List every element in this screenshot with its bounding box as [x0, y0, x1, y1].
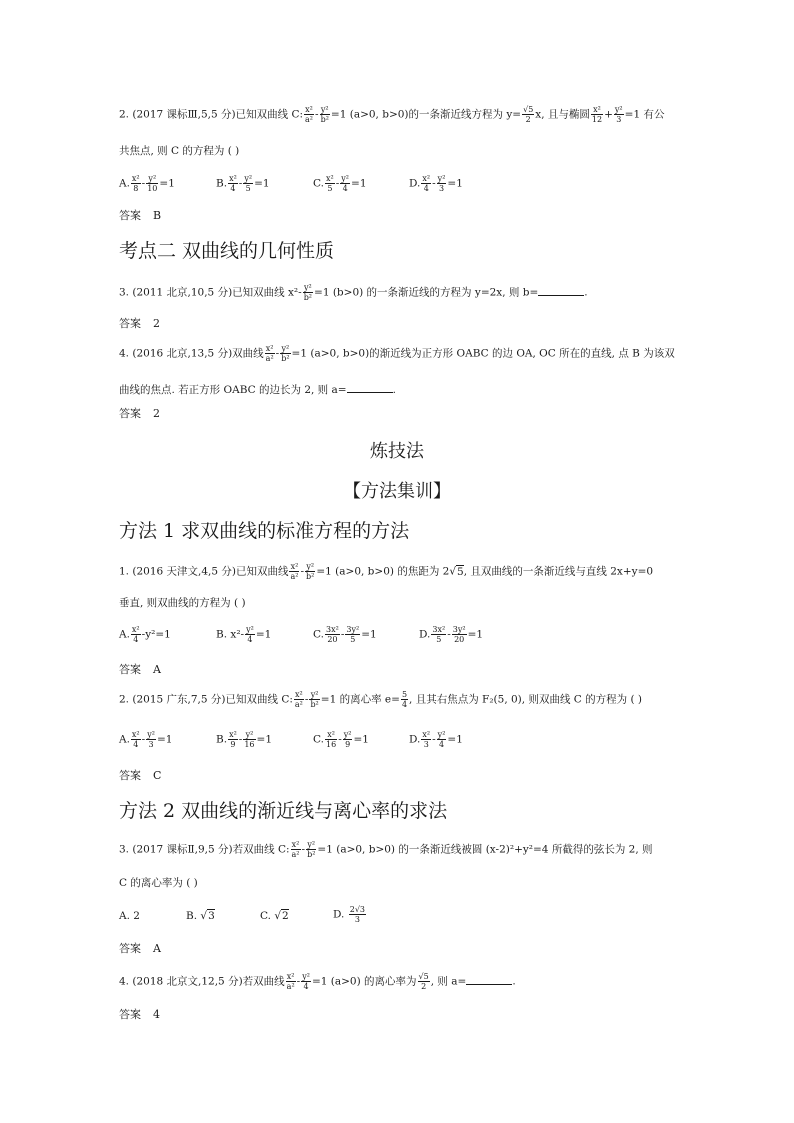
- problem-2016-line1: 4. (2016 北京,13,5 分)双曲线 $\frac{\text{x²}}{\text{a²}}$ - $\frac{\text{y²}}{\text{b²}}$ =1 (a>0, b>0)的渐近线为正方形 OABC 的边 OA, OC 所在的直线, 点 B 为该双: [119, 344, 675, 363]
- method-2-heading: 方法 2 双曲线的渐近线与离心率的求法: [119, 800, 448, 822]
- option-c: C. √2: [260, 910, 289, 922]
- option-c: C. $\frac{\text{x²}}{5}$ - $\frac{\text{y²}}{4}$ =1: [313, 174, 367, 193]
- option-a: A. $\frac{\text{x²}}{8}$ - $\frac{\text{y²}}{10}$ =1: [119, 174, 175, 193]
- answer-row: 答案 C: [119, 769, 162, 782]
- problem-2017-line2: 共焦点, 则 C 的方程为 ( ): [119, 145, 240, 157]
- title-liangjifa: 炼技法: [370, 441, 424, 462]
- answer-blank: [538, 285, 584, 296]
- answer-row: 答案 2: [119, 317, 160, 330]
- title-fangfa-jixun: 【方法集训】: [343, 481, 451, 502]
- option-d: D. $\frac{\text{x²}}{4}$ - $\frac{\text{y²}}{3}$ =1: [409, 174, 463, 193]
- answer-blank: [347, 382, 393, 393]
- method2-q3-line1: 3. (2017 课标Ⅱ,9,5 分)若双曲线 C: $\frac{\text{x²}}{\text{a²}}$ - $\frac{\text{y²}}{\text{b²}}$ =1 (a>0, b>0) 的一条渐近线被圆 (x-2)²+y²=4 所截得的弦长为 2, 则: [119, 840, 653, 859]
- option-a: A. 2: [119, 910, 140, 922]
- method2-q3-line2: C 的离心率为 ( ): [119, 877, 198, 889]
- option-a: A. $\frac{\text{x²}}{4}$ - $\frac{\text{y²}}{3}$ =1: [119, 730, 173, 749]
- option-d: D. $\frac{2√3}{3}$: [333, 905, 366, 924]
- problem-2017-line1: 2. (2017 课标Ⅲ,5,5 分)已知双曲线 C: $\frac{\text{x²}}{\text{a²}}$ - $\frac{\text{y²}}{\text{b²}}$ =1 (a>0, b>0)的一条渐近线方程为 y= $\frac{√5}{2}$ x, 且与椭圆 $\frac{\text{x²}}{12}$ + $\frac{\text{y²}}{3}$ =1 有公: [119, 105, 665, 124]
- answer-row: 答案 2: [119, 407, 160, 420]
- option-c: C. $\frac{\text{x²}}{16}$ - $\frac{\text{y²}}{9}$ =1: [313, 730, 369, 749]
- option-b: B. x²- $\frac{\text{y²}}{4}$ =1: [216, 625, 272, 644]
- option-b: B. $\frac{\text{x²}}{9}$ - $\frac{\text{y²}}{16}$ =1: [216, 730, 273, 749]
- problem-2011-line: 3. (2011 北京,10,5 分)已知双曲线 x²- $\frac{\text{y²}}{\text{b²}}$ =1 (b>0) 的一条渐近线的方程为 y=2x, 则 b= .: [119, 283, 588, 302]
- problem-2016-line2: 曲线的焦点. 若正方形 OABC 的边长为 2, 则 a= .: [119, 384, 396, 396]
- option-c: C. $\frac{\text{3x²}}{20}$ - $\frac{\text{3y²}}{5}$ =1: [313, 625, 377, 644]
- option-b: B. √3: [186, 910, 215, 922]
- answer-blank: [466, 974, 512, 985]
- answer-row: 答案 A: [119, 942, 161, 955]
- method1-q1-line2: 垂直, 则双曲线的方程为 ( ): [119, 597, 246, 609]
- option-a: A. $\frac{\text{x²}}{4}$ -y²=1: [119, 625, 171, 644]
- option-d: D. $\frac{\text{x²}}{3}$ - $\frac{\text{y²}}{4}$ =1: [409, 730, 463, 749]
- method1-q1-line1: 1. (2016 天津文,4,5 分)已知双曲线 $\frac{\text{x²}}{\text{a²}}$ - $\frac{\text{y²}}{\text{b²}}$ =1 (a>0, b>0) 的焦距为 2√5, 且双曲线的一条渐近线与直线 2x+y=0: [119, 562, 654, 581]
- method1-q2-line1: 2. (2015 广东,7,5 分)已知双曲线 C: $\frac{\text{x²}}{\text{a²}}$ - $\frac{\text{y²}}{\text{b²}}$ =1 的离心率 e= $\frac{5}{4}$ , 且其右焦点为 F₂(5, 0), 则双曲线 C 的方程为 ( ): [119, 690, 643, 709]
- answer-row: 答案 A: [119, 663, 161, 676]
- method2-q4-line1: 4. (2018 北京文,12,5 分)若双曲线 $\frac{\text{x²}}{\text{a²}}$ - $\frac{\text{y²}}{4}$ =1 (a>0) 的离心率为 $\frac{√5}{2}$ , 则 a= .: [119, 972, 516, 991]
- section-heading-kaodian2: 考点二 双曲线的几何性质: [119, 240, 335, 262]
- method-1-heading: 方法 1 求双曲线的标准方程的方法: [119, 520, 410, 542]
- option-d: D. $\frac{\text{3x²}}{5}$ - $\frac{\text{3y²}}{20}$ =1: [419, 625, 484, 644]
- option-b: B. $\frac{\text{x²}}{4}$ - $\frac{\text{y²}}{5}$ =1: [216, 174, 270, 193]
- answer-row: 答案 B: [119, 209, 162, 222]
- answer-row: 答案 4: [119, 1008, 160, 1021]
